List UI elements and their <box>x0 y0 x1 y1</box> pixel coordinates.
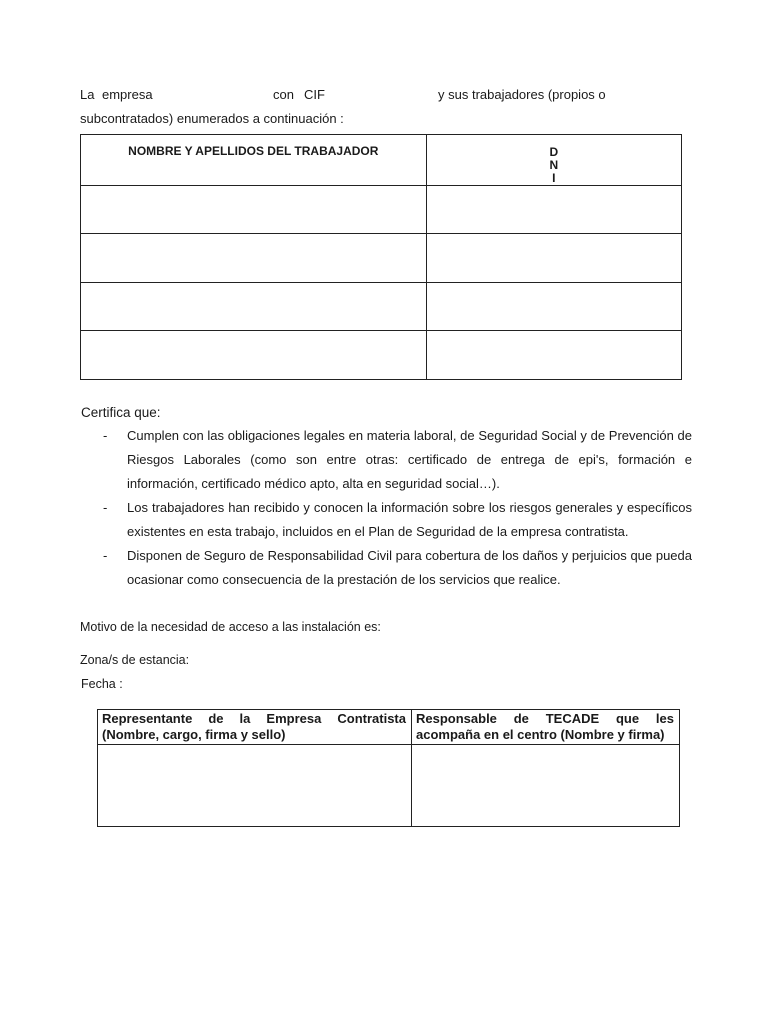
intro-empresa-text: empresa <box>102 87 153 102</box>
worker-dni-cell[interactable] <box>426 186 681 234</box>
fecha-label: Fecha : <box>81 677 123 691</box>
bullet-dash: - <box>103 500 108 515</box>
table-row <box>81 234 682 283</box>
worker-dni-cell[interactable] <box>426 283 681 331</box>
intro-con-text: con <box>273 87 294 102</box>
certifica-item-obligaciones: Cumplen con las obligaciones legales en materia laboral, de Seguridad Social y de Prevención de Riesgos Laborales (como son entre otras: certificado de entrega de epi's, formación e información, certificado médico apto, alta en seguridad social…). <box>127 428 692 491</box>
workers-table <box>80 134 682 380</box>
intro-la-text: La <box>80 87 95 102</box>
signature-table <box>97 709 680 827</box>
worker-name-cell[interactable] <box>81 331 427 380</box>
responsable-signature-cell[interactable] <box>412 745 680 827</box>
table-row <box>81 186 682 234</box>
zona-label: Zona/s de estancia: <box>80 653 190 667</box>
workers-table-header-row <box>81 135 682 186</box>
worker-name-cell[interactable] <box>81 186 427 234</box>
representante-header: Representante de la Empresa Contratista (Nombre, cargo, firma y sello) <box>98 710 412 745</box>
intro-line2-text: subcontratados) enumerados a continuación : <box>80 111 344 126</box>
table-row <box>81 283 682 331</box>
bullet-dash: - <box>103 428 108 443</box>
representante-signature-cell[interactable] <box>98 745 412 827</box>
intro-cif-text: CIF <box>304 87 325 102</box>
worker-name-cell[interactable] <box>81 234 427 283</box>
header-dni-letter: I <box>552 171 556 185</box>
certifica-item-seguro: Disponen de Seguro de Responsabilidad Civil para cobertura de los daños y perjuicios que pueda ocasionar como consecuencia de la prestación de los servicios que realice. <box>127 548 692 587</box>
worker-dni-cell[interactable] <box>426 234 681 283</box>
table-row <box>81 331 682 380</box>
worker-dni-cell[interactable] <box>426 331 681 380</box>
intro-trabajadores-text: y sus trabajadores (propios o <box>438 87 606 102</box>
certifica-item-riesgos: Los trabajadores han recibido y conocen la información sobre los riesgos generales y específicos existentes en esta trabajo, incluidos en el Plan de Seguridad de la empresa contratista. <box>127 500 692 539</box>
header-dni <box>426 135 681 186</box>
signature-header-row <box>98 710 680 745</box>
header-dni-letter: N <box>549 158 559 172</box>
signature-row <box>98 745 680 827</box>
header-dni-letter: D <box>549 145 559 159</box>
motivo-label: Motivo de la necesidad de acceso a las instalación es: <box>80 620 381 634</box>
certifica-heading: Certifica que: <box>81 405 161 420</box>
header-nombre-apellidos: NOMBRE Y APELLIDOS DEL TRABAJADOR <box>81 135 427 186</box>
bullet-dash: - <box>103 548 108 563</box>
responsable-tecade-header: Responsable de TECADE que les acompaña en el centro (Nombre y firma) <box>412 710 680 745</box>
worker-name-cell[interactable] <box>81 283 427 331</box>
